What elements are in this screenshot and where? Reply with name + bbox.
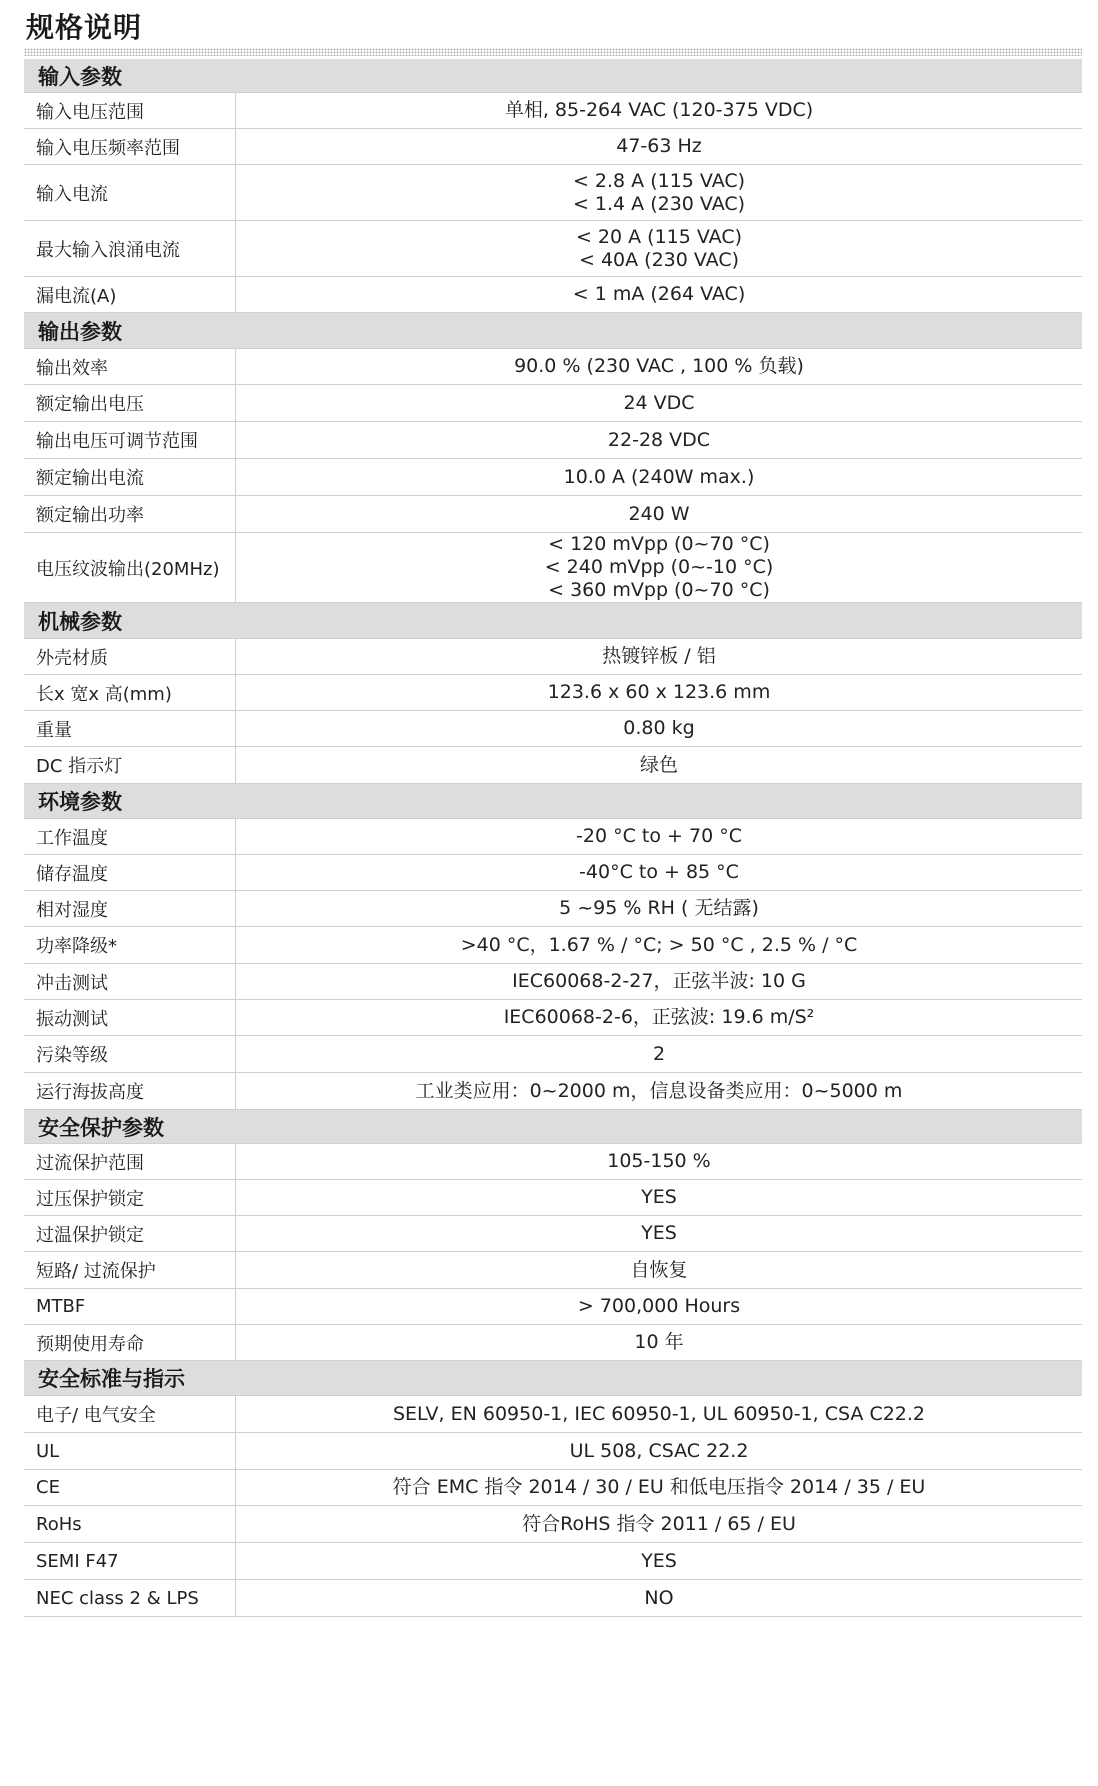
spec-row: [24, 819, 1082, 855]
spec-value-line: 自恢复: [630, 1258, 688, 1281]
spec-label: 长x 宽x 高(mm): [24, 675, 236, 710]
spec-row: [24, 1325, 1082, 1361]
spec-label: 相对湿度: [24, 891, 236, 926]
spec-value-line: 0.80 kg: [623, 717, 695, 739]
spec-row: [24, 93, 1082, 129]
spec-row: [24, 639, 1082, 675]
spec-value: [236, 1216, 1082, 1251]
spec-value-line: 105-150 %: [607, 1150, 711, 1172]
spec-value: [236, 129, 1082, 164]
spec-value-line: >40 °C，1.67 % / °C; > 50 °C , 2.5 % / °C: [460, 933, 858, 956]
spec-value-line: UL 508, CSAC 22.2: [569, 1439, 749, 1462]
spec-value: [236, 385, 1082, 421]
spec-row: [24, 1216, 1082, 1252]
spec-value-line: IEC60068-2-6，正弦波: 19.6 m/S²: [503, 1006, 815, 1028]
spec-label: SEMI F47: [24, 1543, 236, 1579]
spec-value-line: 24 VDC: [623, 391, 695, 414]
spec-value-line: YES: [641, 1186, 677, 1208]
spec-value: [236, 819, 1082, 854]
spec-label: MTBF: [24, 1289, 236, 1324]
spec-row: [24, 1144, 1082, 1180]
spec-label: 输出效率: [24, 349, 236, 384]
spec-value: [236, 711, 1082, 746]
spec-value-line: 热镀锌板 / 铝: [602, 645, 716, 667]
spec-value: [236, 349, 1082, 384]
spec-row: [24, 1543, 1082, 1580]
spec-label: NEC class 2 & LPS: [24, 1580, 236, 1616]
spec-label: 重量: [24, 711, 236, 746]
spec-label: UL: [24, 1433, 236, 1469]
spec-row: [24, 1073, 1082, 1110]
spec-label: RoHs: [24, 1506, 236, 1542]
spec-value: [236, 675, 1082, 710]
spec-row: [24, 385, 1082, 422]
spec-value: [236, 1252, 1082, 1288]
spec-value: [236, 1433, 1082, 1469]
spec-label: 外壳材质: [24, 639, 236, 674]
spec-row: [24, 1000, 1082, 1036]
spec-label: DC 指示灯: [24, 747, 236, 783]
spec-value-line: 符合 EMC 指令 2014 / 30 / EU 和低电压指令 2014 / 35 / EU: [392, 1476, 926, 1498]
spec-label: 输出电压可调节范围: [24, 422, 236, 458]
spec-value: [236, 1036, 1082, 1072]
spec-value: [236, 1396, 1082, 1432]
spec-value-line: < 120 mVpp (0~70 °C): [548, 533, 770, 555]
spec-value-line: 47-63 Hz: [616, 135, 702, 157]
spec-value: [236, 221, 1082, 276]
spec-value-line: SELV, EN 60950-1, IEC 60950-1, UL 60950-1, CSA C22.2: [392, 1402, 926, 1425]
section-header: 安全保护参数: [24, 1110, 1082, 1144]
spec-value-line: 绿色: [639, 753, 678, 776]
spec-row: [24, 747, 1082, 784]
spec-value-line: 符合RoHS 指令 2011 / 65 / EU: [522, 1512, 796, 1535]
spec-value: [236, 533, 1082, 602]
spec-value-line: -40°C to + 85 °C: [579, 861, 739, 883]
page-title: 规格说明: [26, 11, 143, 44]
spec-value: [236, 927, 1082, 963]
spec-row: [24, 277, 1082, 313]
spec-value-line: 240 W: [628, 502, 690, 525]
spec-value-line: -20 °C to + 70 °C: [576, 825, 742, 847]
spec-row: [24, 964, 1082, 1000]
spec-row: [24, 349, 1082, 385]
spec-value-line: 123.6 x 60 x 123.6 mm: [547, 681, 771, 703]
spec-value: [236, 1506, 1082, 1542]
spec-value: [236, 747, 1082, 783]
spec-row: [24, 496, 1082, 533]
spec-value: [236, 639, 1082, 674]
spec-row: [24, 221, 1082, 277]
spec-row: [24, 711, 1082, 747]
spec-row: [24, 1180, 1082, 1216]
spec-label: 输入电流: [24, 165, 236, 220]
spec-value: [236, 1470, 1082, 1505]
spec-value-line: 5 ~95 % RH ( 无结露): [559, 897, 759, 919]
spec-label: 储存温度: [24, 855, 236, 890]
spec-value: [236, 964, 1082, 999]
spec-label: 过流保护范围: [24, 1144, 236, 1179]
section-header: 输入参数: [24, 59, 1082, 93]
spec-value-line: 2: [652, 1042, 666, 1065]
spec-label: 过压保护锁定: [24, 1180, 236, 1215]
spec-row: [24, 1289, 1082, 1325]
spec-label: 额定输出电流: [24, 459, 236, 495]
spec-value: [236, 855, 1082, 890]
spec-label: 功率降级*: [24, 927, 236, 963]
spec-label: 短路/ 过流保护: [24, 1252, 236, 1288]
spec-label: 电压纹波输出(20MHz): [24, 533, 236, 602]
spec-value: [236, 1180, 1082, 1215]
spec-value: [236, 496, 1082, 532]
spec-value-line: < 1.4 A (230 VAC): [572, 192, 746, 215]
section-header: 安全标准与指示: [24, 1361, 1082, 1396]
spec-label: 预期使用寿命: [24, 1325, 236, 1360]
spec-value-line: > 700,000 Hours: [577, 1295, 741, 1317]
spec-row: [24, 459, 1082, 496]
spec-value-line: 90.0 % (230 VAC , 100 % 负载): [514, 355, 804, 377]
spec-value: [236, 277, 1082, 312]
spec-label: 运行海拔高度: [24, 1073, 236, 1109]
spec-value-line: YES: [641, 1549, 677, 1572]
spec-label: 额定输出功率: [24, 496, 236, 532]
spec-label: 污染等级: [24, 1036, 236, 1072]
spec-value-line: 10 年: [634, 1331, 684, 1353]
spec-value: [236, 422, 1082, 458]
title-dotted-divider: [24, 48, 1082, 56]
spec-value: [236, 891, 1082, 926]
spec-row: [24, 165, 1082, 221]
spec-value-line: < 20 A (115 VAC): [575, 225, 743, 248]
spec-value: [236, 459, 1082, 495]
spec-value: [236, 1325, 1082, 1360]
spec-table: [24, 59, 1082, 1617]
spec-row: [24, 1470, 1082, 1506]
spec-label: 冲击测试: [24, 964, 236, 999]
spec-value-line: 22-28 VDC: [607, 428, 711, 451]
spec-label: 输入电压频率范围: [24, 129, 236, 164]
spec-row: [24, 1252, 1082, 1289]
spec-label: 振动测试: [24, 1000, 236, 1035]
spec-value: [236, 165, 1082, 220]
spec-row: [24, 1506, 1082, 1543]
spec-value-line: NO: [644, 1586, 674, 1609]
spec-value-line: 10.0 A (240W max.): [563, 465, 755, 488]
spec-value-line: < 1 mA (264 VAC): [572, 283, 746, 305]
spec-label: 输入电压范围: [24, 93, 236, 128]
spec-value-line: < 360 mVpp (0~70 °C): [548, 579, 770, 601]
spec-row: [24, 422, 1082, 459]
section-header: 输出参数: [24, 313, 1082, 349]
spec-value-line: YES: [641, 1222, 677, 1244]
spec-value: [236, 1289, 1082, 1324]
spec-label: 额定输出电压: [24, 385, 236, 421]
spec-row: [24, 1396, 1082, 1433]
spec-value: [236, 93, 1082, 128]
spec-label: 最大输入浪涌电流: [24, 221, 236, 276]
spec-value-line: 单相, 85-264 VAC (120-375 VDC): [504, 99, 814, 121]
spec-value: [236, 1580, 1082, 1616]
spec-row: [24, 675, 1082, 711]
section-header: 环境参数: [24, 784, 1082, 819]
spec-row: [24, 1580, 1082, 1617]
spec-label: CE: [24, 1470, 236, 1505]
spec-value-line: < 2.8 A (115 VAC): [572, 169, 746, 192]
spec-value-line: < 40A (230 VAC): [578, 248, 739, 271]
spec-row: [24, 1433, 1082, 1470]
spec-value-line: 工业类应用：0~2000 m，信息设备类应用：0~5000 m: [415, 1079, 903, 1102]
spec-label: 过温保护锁定: [24, 1216, 236, 1251]
spec-value-line: IEC60068-2-27，正弦半波: 10 G: [512, 970, 806, 992]
spec-row: [24, 891, 1082, 927]
spec-value: [236, 1073, 1082, 1109]
spec-row: [24, 1036, 1082, 1073]
spec-row: [24, 855, 1082, 891]
spec-row: [24, 129, 1082, 165]
section-header: 机械参数: [24, 603, 1082, 639]
spec-value: [236, 1144, 1082, 1179]
spec-label: 漏电流(A): [24, 277, 236, 312]
spec-label: 工作温度: [24, 819, 236, 854]
spec-value-line: < 240 mVpp (0~-10 °C): [544, 556, 774, 578]
spec-label: 电子/ 电气安全: [24, 1396, 236, 1432]
spec-row: [24, 533, 1082, 603]
spec-value: [236, 1000, 1082, 1035]
spec-value: [236, 1543, 1082, 1579]
spec-row: [24, 927, 1082, 964]
